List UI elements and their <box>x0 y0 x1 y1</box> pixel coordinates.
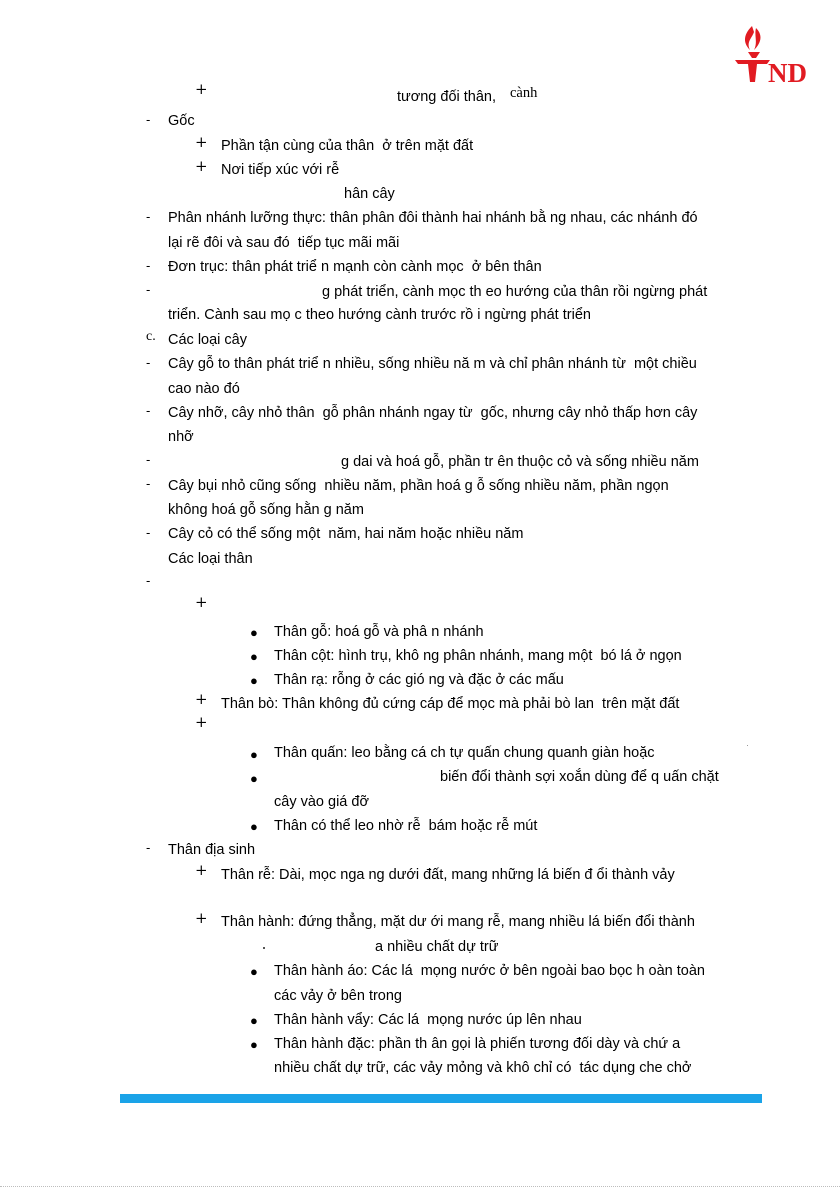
plus-marker: + <box>195 593 208 611</box>
plus-marker: + <box>195 690 208 708</box>
text-line: Cây bụi nhỏ cũng sống nhiều năm, phần hoá g ỗ sống nhiều năm, phần ngọn <box>168 478 669 494</box>
dash-marker: - <box>146 282 151 297</box>
plus-marker: + <box>195 713 208 731</box>
plus-marker: + <box>195 80 208 98</box>
dash-marker: - <box>146 355 151 370</box>
text-line: cây vào giá đỡ <box>274 794 369 810</box>
dash-marker: - <box>146 476 151 491</box>
text-line: Thân rễ: Dài, mọc nga ng dưới đất, mang những lá biến đ ổi thành vảy <box>221 867 675 883</box>
bottom-dotted-edge <box>0 1186 840 1188</box>
heading-goc: Gốc <box>168 113 195 129</box>
dash-marker: - <box>146 525 151 540</box>
plus-marker: + <box>195 157 208 175</box>
text-line: lại rẽ đôi và sau đó tiếp tục mãi mãi <box>168 235 400 251</box>
text-line: các vảy ở bên trong <box>274 988 402 1004</box>
dash-marker: - <box>146 840 151 855</box>
dash-marker: - <box>146 573 151 588</box>
dash-marker: - <box>146 112 151 127</box>
text-line: g phát triển, cành mọc th eo hướng của thân rồi ngừng phát <box>322 284 708 300</box>
text-line: triển. Cành sau mọ c theo hướng cành trước rồ i ngừng phát triển <box>168 307 591 323</box>
text-line: cao nào đó <box>168 381 240 397</box>
dash-marker: - <box>146 403 151 418</box>
torch-handle-icon <box>735 60 770 82</box>
text-line: Cây cỏ có thể sống một năm, hai năm hoặc nhiều năm <box>168 526 524 542</box>
plus-marker: + <box>195 909 208 927</box>
text-line: Cây gỗ to thân phát triể n nhiều, sống nhiều nă m và chỉ phân nhánh từ một chiều <box>168 356 697 372</box>
scan-speck <box>747 745 748 746</box>
plus-marker: + <box>195 861 208 879</box>
text-line: Thân có thể leo nhờ rễ bám hoặc rễ mút <box>274 818 538 834</box>
dash-marker: - <box>146 452 151 467</box>
dash-marker: - <box>146 258 151 273</box>
text-line: Đơn trục: thân phát triể n mạnh còn cành mọc ở bên thân <box>168 259 542 275</box>
bullet-marker: ● <box>250 1013 258 1028</box>
text-line: không hoá gỗ sống hằn g năm <box>168 502 364 518</box>
bullet-marker: ● <box>250 771 258 786</box>
section-c-marker: c. <box>146 329 156 344</box>
text-line: a nhiều chất dự trữ <box>375 939 499 955</box>
text-line: nhiều chất dự trữ, các vảy mỏng và khô chỉ có tác dụng che chở <box>274 1060 692 1076</box>
heading-cac-loai-cay: Các loại cây <box>168 332 247 348</box>
scan-speck <box>263 947 265 949</box>
text-line: Thân gỗ: hoá gỗ và phâ n nhánh <box>274 624 484 640</box>
text-line: Thân rạ: rỗng ở các gió ng và đặc ở các mấu <box>274 672 564 688</box>
footer-rule <box>120 1094 762 1103</box>
bullet-marker: ● <box>250 747 258 762</box>
plus-marker: + <box>195 133 208 151</box>
bullet-marker: ● <box>250 673 258 688</box>
dash-marker: - <box>146 209 151 224</box>
logo-text: ND <box>768 58 807 86</box>
text-line: Thân hành đặc: phần th ân gọi là phiến tương đối dày và chứ a <box>274 1036 681 1052</box>
bullet-marker: ● <box>250 819 258 834</box>
text-line: Phần tận cùng của thân ở trên mặt đất <box>221 138 474 154</box>
bullet-marker: ● <box>250 625 258 640</box>
text-line: Thân cột: hình trụ, khô ng phân nhánh, mang một bó lá ở ngọn <box>274 648 682 664</box>
text-line: Thân quấn: leo bằng cá ch tự quấn chung quanh giàn hoặc <box>274 745 655 761</box>
text-line: hân cây <box>344 186 395 202</box>
text-line: tương đối thân, <box>397 89 501 105</box>
text-line: Nơi tiếp xúc với rễ <box>221 162 340 178</box>
text-line: nhỡ <box>168 429 194 445</box>
bullet-marker: ● <box>250 1037 258 1052</box>
text-line: biến đổi thành sợi xoắn dùng để q uấn chặt <box>440 769 719 785</box>
text-line: Cây nhỡ, cây nhỏ thân gỗ phân nhánh ngay từ gốc, nhưng cây nhỏ thấp hơn cây <box>168 405 698 421</box>
bullet-marker: ● <box>250 964 258 979</box>
text-line: Thân hành áo: Các lá mọng nước ở bên ngoài bao bọc h oàn toàn <box>274 963 705 979</box>
text-line: Thân bò: Thân không đủ cứng cáp để mọc mà phải bò lan trên mặt đất <box>221 696 680 712</box>
text-line: g dai và hoá gỗ, phần tr ên thuộc cỏ và sống nhiều năm <box>341 454 699 470</box>
bullet-marker: ● <box>250 649 258 664</box>
text-line: Thân hành vẩy: Các lá mọng nước úp lên nhau <box>274 1012 582 1028</box>
torch-flame-icon <box>745 26 760 58</box>
nd-logo <box>730 22 826 86</box>
heading-cac-loai-than: Các loại thân <box>168 551 253 567</box>
heading-than-dia-sinh: Thân địa sinh <box>168 842 256 858</box>
text-line: Phân nhánh lưỡng thực: thân phân đôi thành hai nhánh bằ ng nhau, các nhánh đó <box>168 210 698 226</box>
text-line: cành <box>510 85 538 101</box>
text-line: Thân hành: đứng thẳng, mặt dư ới mang rễ, mang nhiều lá biến đổi thành <box>221 914 695 930</box>
